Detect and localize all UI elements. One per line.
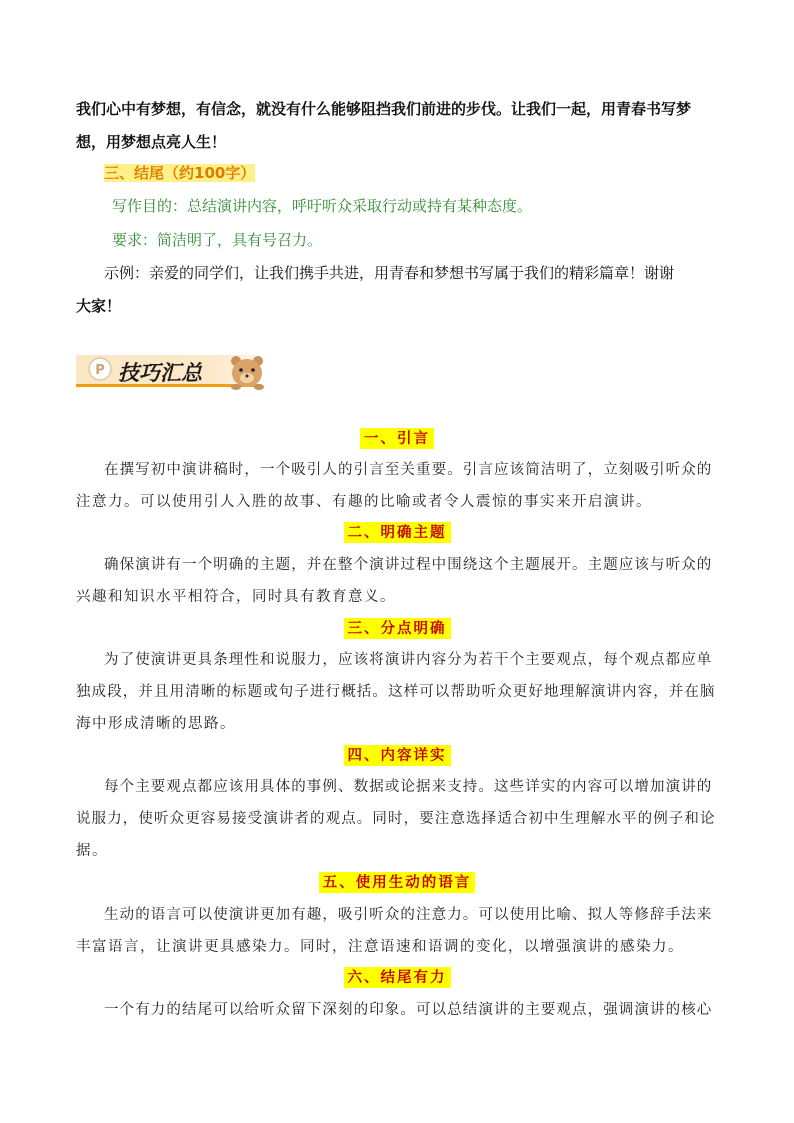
tip2-heading: [0, 522, 794, 544]
banner-title: 技巧汇总: [118, 361, 202, 385]
tip3-heading-text: 三、分点明确: [344, 618, 451, 639]
tip4-heading-text: 四、内容详实: [344, 745, 451, 766]
para1-line1: 我们心中有梦想，有信念，就没有什么能够阻挡我们前进的步伐。让我们一起，用青春书写梦: [76, 100, 692, 118]
tip5-line2: 丰富语言，让演讲更具感染力。同时，注意语速和语调的变化，以增强演讲的感染力。: [76, 939, 684, 955]
badge-letter: P: [95, 363, 105, 378]
banner-graphic: [76, 351, 284, 391]
tip5-heading-text: 五、使用生动的语言: [319, 872, 476, 893]
tip5-heading: [0, 872, 794, 894]
tip4-heading: [0, 745, 794, 767]
tip4-line2: 说服力，使听众更容易接受演讲者的观点。同时，要注意选择适合初中生理解水平的例子和论: [76, 811, 716, 827]
tip3-heading: [0, 618, 794, 640]
tip1-line2: 注意力。可以使用引人入胜的故事、有趣的比喻或者令人震惊的事实来开启演讲。: [76, 494, 652, 510]
tip1-line1: 在撰写初中演讲稿时，一个吸引人的引言至关重要。引言应该简洁明了，立刻吸引听众的: [104, 462, 713, 478]
example-line1: 示例：亲爱的同学们，让我们携手共进，用青春和梦想书写属于我们的精彩篇章！谢谢: [104, 264, 675, 282]
section3-title-text: 三、结尾（约100字）: [104, 164, 256, 182]
tip4-line3: 据。: [76, 843, 108, 859]
purpose-line: 写作目的：总结演讲内容，呼吁听众采取行动或持有某种态度。: [112, 197, 533, 215]
bear-icon: [231, 356, 264, 390]
tip1-heading-text: 一、引言: [360, 428, 434, 449]
tip2-line1: 确保演讲有一个明确的主题，并在整个演讲过程中围绕这个主题展开。主题应该与听众的: [104, 557, 713, 573]
tip2-heading-text: 二、明确主题: [344, 522, 451, 543]
tip3-line2: 独成段，并且用清晰的标题或句子进行概括。这样可以帮助听众更好地理解演讲内容，并在脑: [76, 684, 716, 700]
para1-line2: 想，用梦想点亮人生！: [76, 133, 227, 151]
tip4-line1: 每个主要观点都应该用具体的事例、数据或论据来支持。这些详实的内容可以增加演讲的: [104, 779, 713, 795]
tips-summary-banner: [76, 351, 284, 391]
tip2-line2: 兴趣和知识水平相符合，同时具有教育意义。: [76, 589, 396, 605]
tip6-heading-text: 六、结尾有力: [344, 967, 451, 988]
requirement-line: 要求：简洁明了，具有号召力。: [112, 231, 323, 249]
section3-title: [104, 162, 255, 184]
tip3-line3: 海中形成清晰的思路。: [76, 716, 236, 732]
tip3-line1: 为了使演讲更具条理性和说服力，应该将演讲内容分为若干个主要观点，每个观点都应单: [104, 652, 713, 668]
example-line2: 大家！: [76, 297, 122, 315]
tip1-heading: [0, 428, 794, 450]
tip6-heading: [0, 967, 794, 989]
tip5-line1: 生动的语言可以使演讲更加有趣，吸引听众的注意力。可以使用比喻、拟人等修辞手法来: [104, 907, 713, 923]
tip6-line1: 一个有力的结尾可以给听众留下深刻的印象。可以总结演讲的主要观点，强调演讲的核心: [104, 1002, 713, 1018]
